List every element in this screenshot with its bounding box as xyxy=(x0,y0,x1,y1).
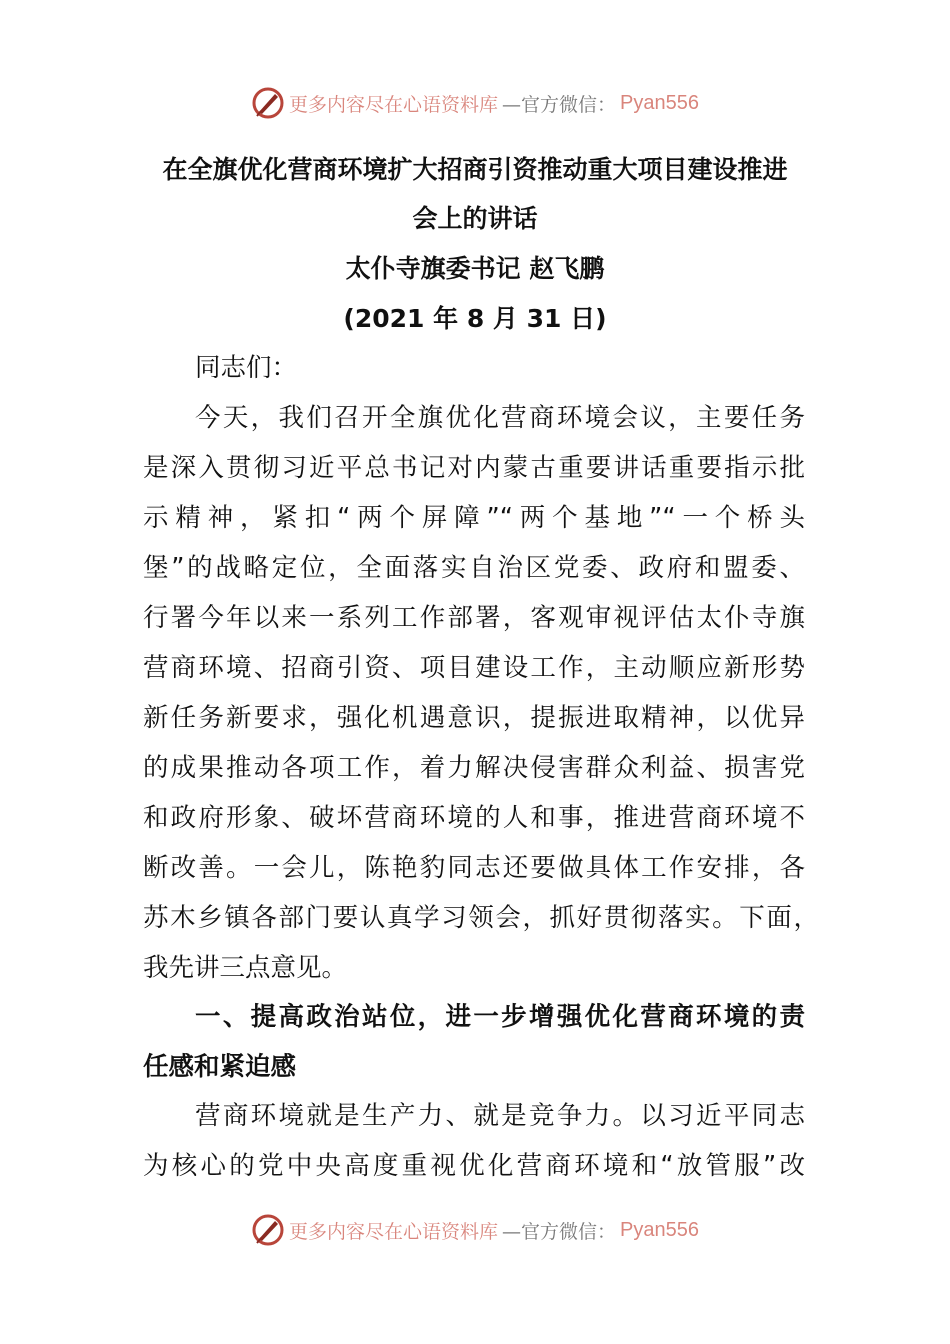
paragraph-line: 新任务新要求，强化机遇意识，提振进取精神，以优异 xyxy=(143,703,805,733)
paragraph-line: 我先讲三点意见。 xyxy=(143,953,348,983)
section-heading-line-1: 一、提高政治站位，进一步增强优化营商环境的责 xyxy=(195,1002,805,1032)
paragraph-line: 和政府形象、破坏营商环境的人和事，推进营商环境不 xyxy=(143,803,805,833)
watermark-footer xyxy=(0,1210,950,1250)
paragraph-line: 营商环境、招商引资、项目建设工作，主动顺应新形势 xyxy=(143,653,805,683)
quill-logo-icon xyxy=(251,86,285,120)
document-title-line-1: 在全旗优化营商环境扩大招商引资推动重大项目建设推进 xyxy=(162,155,788,184)
watermark-official: —官方微信： xyxy=(502,1220,617,1243)
quill-logo-icon xyxy=(251,1213,285,1247)
paragraph-line: 的成果推动各项工作，着力解决侵害群众利益、损害党 xyxy=(143,753,805,783)
paragraph-line: 今天，我们召开全旗优化营商环境会议，主要任务 xyxy=(195,403,805,433)
section-heading-line-2: 任感和紧迫感 xyxy=(143,1052,297,1082)
watermark-wechat-id: Pyan556 xyxy=(620,91,699,114)
paragraph-line: 苏木乡镇各部门要认真学习领会，抓好贯彻落实。下面， xyxy=(143,903,819,933)
watermark-header xyxy=(0,83,950,123)
paragraph-line: 堡”的战略定位，全面落实自治区党委、政府和盟委、 xyxy=(143,553,805,583)
watermark-official: —官方微信： xyxy=(502,93,617,116)
watermark-wechat-id: Pyan556 xyxy=(620,1218,699,1241)
watermark-text: 更多内容尽在心语资料库 xyxy=(289,1220,499,1243)
greeting: 同志们： xyxy=(195,353,298,383)
paragraph-line: 行署今年以来一系列工作部署，客观审视评估太仆寺旗 xyxy=(143,603,805,633)
paragraph-line: 为核心的党中央高度重视优化营商环境和“放管服”改 xyxy=(143,1151,805,1181)
watermark-text: 更多内容尽在心语资料库 xyxy=(289,93,499,116)
paragraph-line: 示精神，紧扣“两个屏障”“两个基地”“一个桥头 xyxy=(143,503,805,533)
date: (2021 年 8 月 31 日) xyxy=(343,304,607,333)
paragraph-line: 断改善。一会儿，陈艳豹同志还要做具体工作安排，各 xyxy=(143,853,805,883)
paragraph-line: 是深入贯彻习近平总书记对内蒙古重要讲话重要指示批 xyxy=(143,453,805,483)
paragraph-line: 营商环境就是生产力、就是竞争力。以习近平同志 xyxy=(195,1101,805,1131)
speaker: 太仆寺旗委书记 赵飞鹏 xyxy=(345,254,605,283)
document-title-line-2: 会上的讲话 xyxy=(412,204,538,233)
